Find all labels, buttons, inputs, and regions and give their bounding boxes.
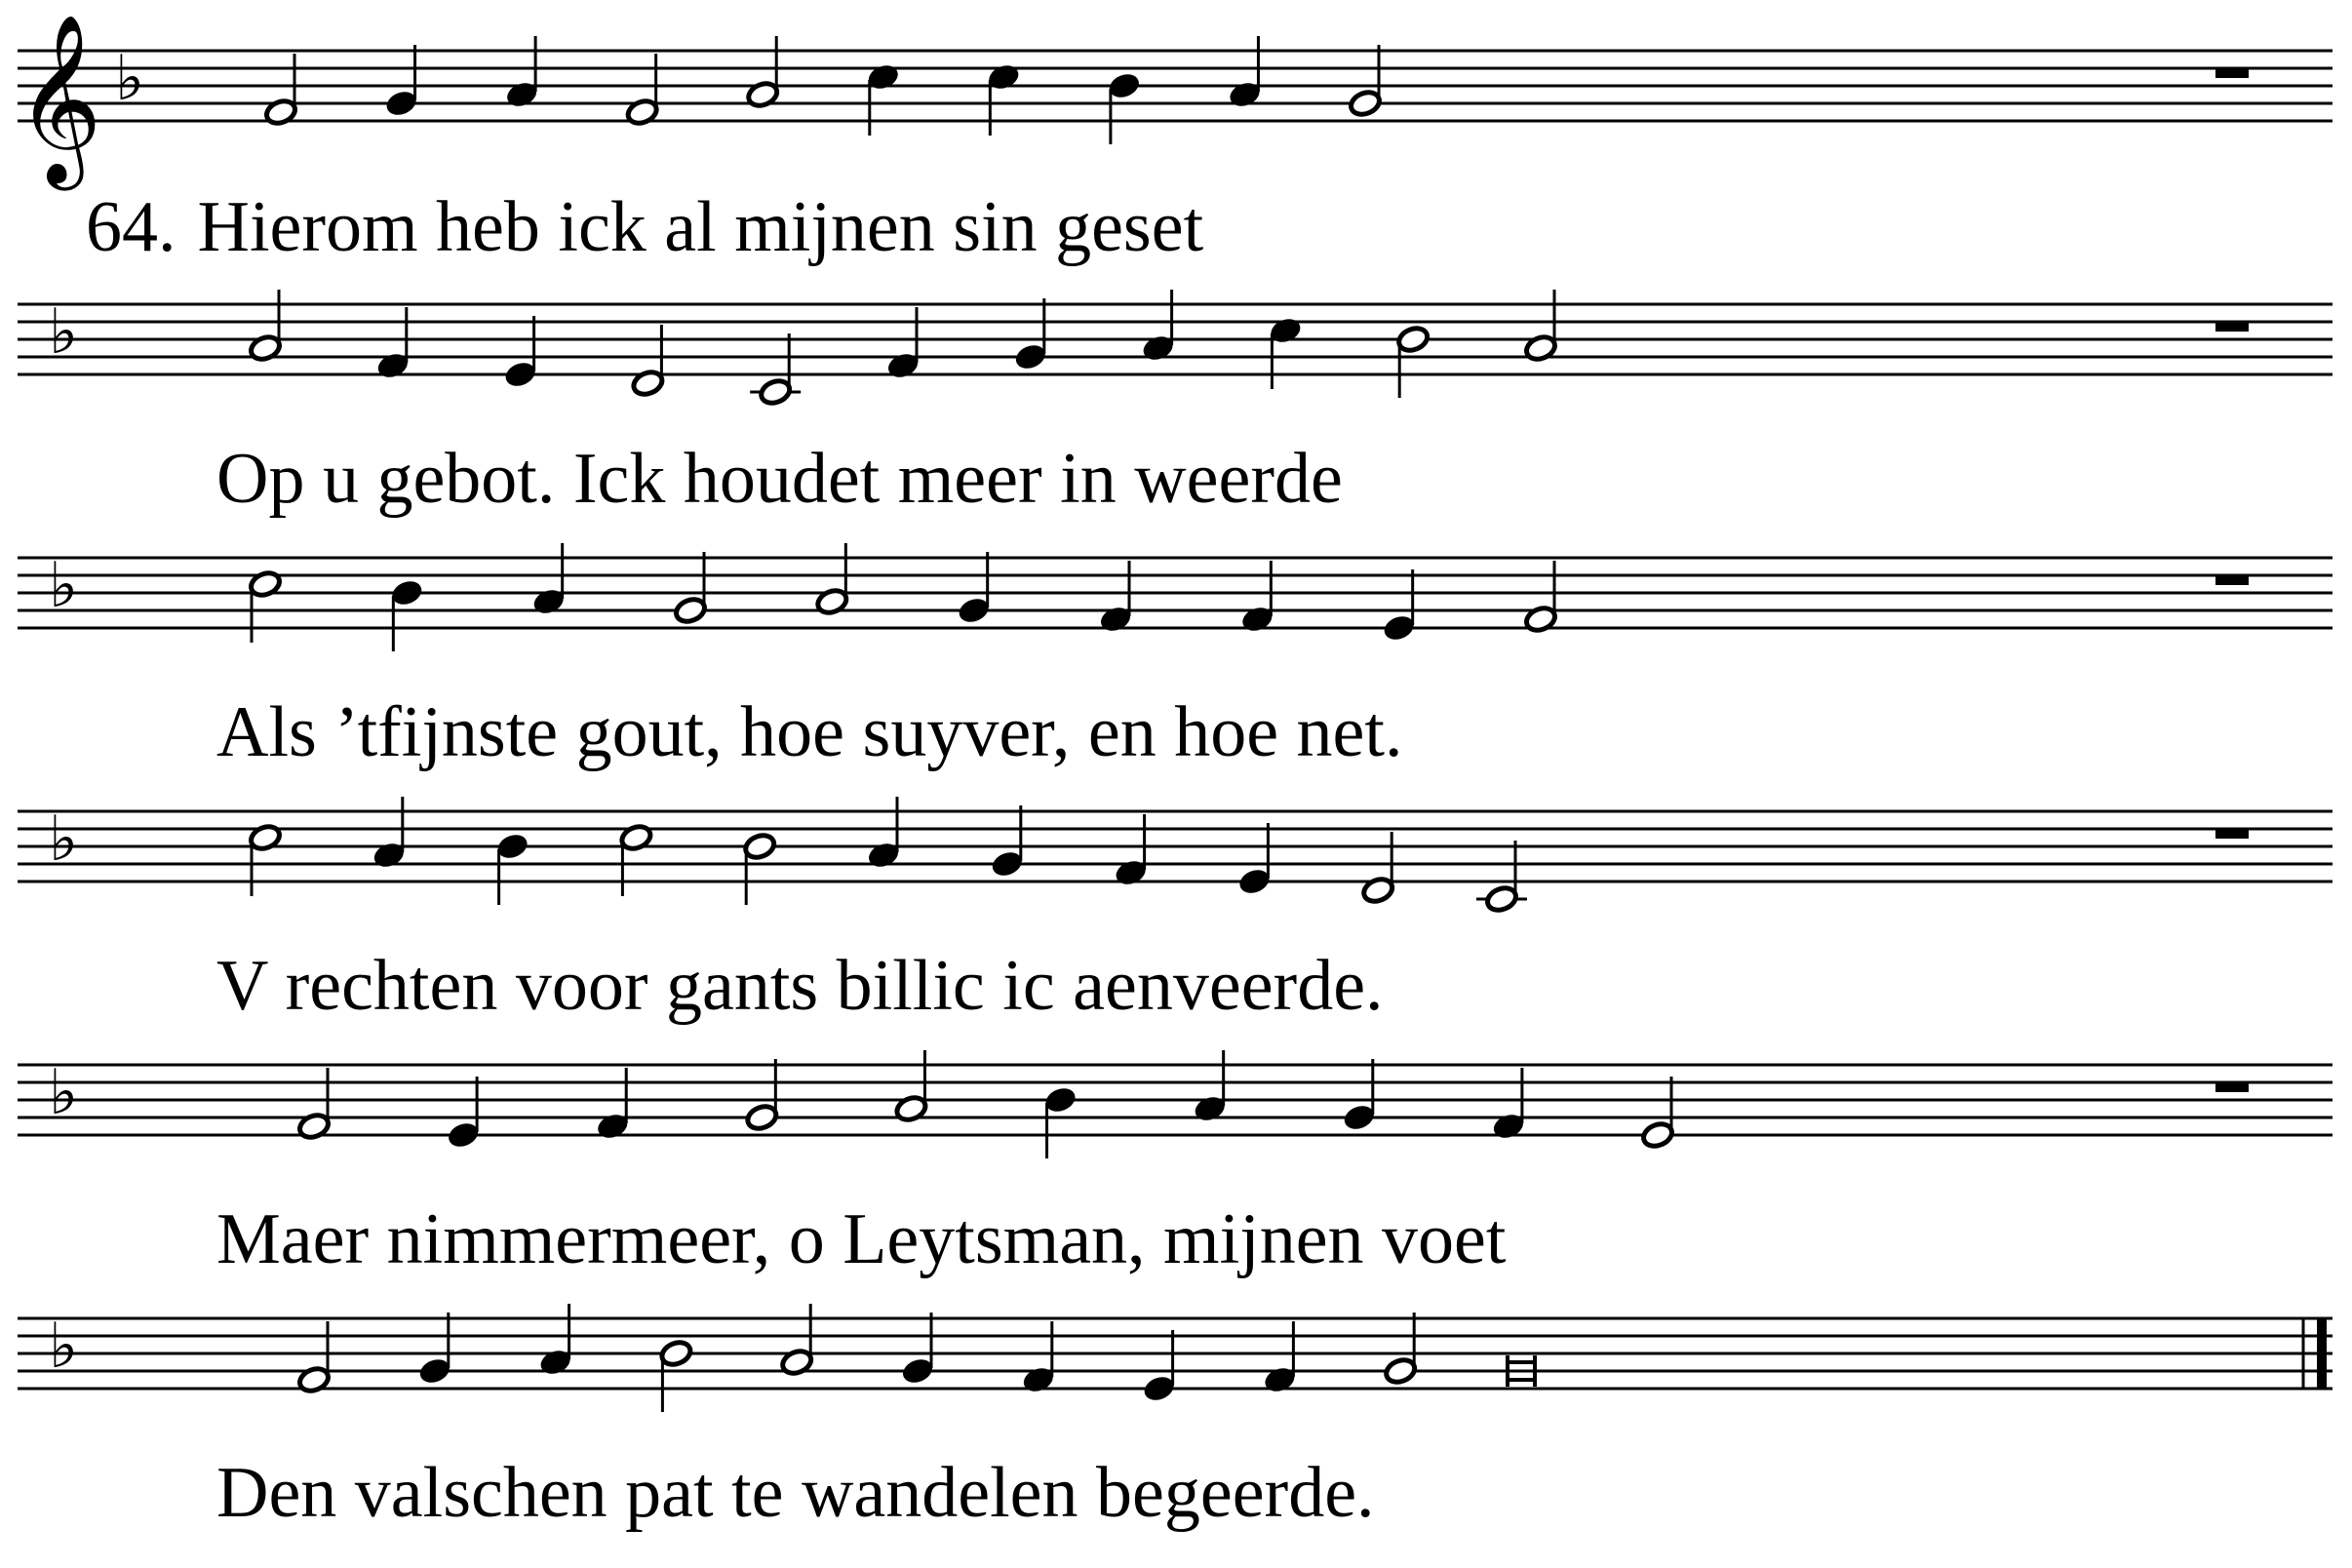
- quarter-note: [1237, 867, 1273, 897]
- half-note: [1484, 884, 1519, 915]
- rest-icon: [2215, 322, 2249, 332]
- half-note: [1640, 1120, 1675, 1151]
- quarter-note: [866, 62, 901, 93]
- quarter-note: [384, 89, 419, 119]
- half-note: [814, 587, 849, 617]
- quarter-note: [495, 832, 530, 862]
- half-note: [744, 1103, 779, 1133]
- flat-sign-icon: ♭: [49, 550, 79, 622]
- quarter-note: [531, 587, 567, 617]
- half-note: [248, 333, 283, 364]
- quarter-note: [1013, 342, 1048, 372]
- verse-line-1: [86, 187, 1204, 267]
- quarter-note: [885, 351, 921, 381]
- quarter-note: [375, 351, 411, 381]
- flat-sign-icon: ♭: [49, 804, 79, 876]
- half-note: [894, 1094, 929, 1124]
- half-note: [248, 823, 283, 853]
- lyric-text: Maer nimmermeer, o Leytsman, mijnen voet: [216, 1199, 1507, 1279]
- quarter-note: [986, 62, 1021, 93]
- half-note: [296, 1112, 332, 1142]
- quarter-note: [1382, 613, 1417, 644]
- half-note: [631, 369, 666, 399]
- half-note: [1395, 325, 1431, 355]
- quarter-note: [417, 1356, 452, 1387]
- quarter-note: [1263, 1365, 1298, 1395]
- quarter-note: [389, 578, 424, 608]
- half-note: [1348, 89, 1383, 119]
- flat-sign-icon: ♭: [49, 1311, 79, 1383]
- half-note: [659, 1339, 694, 1369]
- quarter-note: [1021, 1365, 1056, 1395]
- flat-sign-icon: ♭: [49, 1057, 79, 1129]
- verse-line-6: [216, 1453, 1375, 1533]
- quarter-note: [1491, 1112, 1526, 1142]
- quarter-note: [446, 1120, 481, 1151]
- lyric-text: V rechten voor gants billic ic aenveerde.: [216, 946, 1384, 1026]
- final-barline-thick: [2317, 1318, 2327, 1389]
- lyric-text: Hierom heb ick al mijnen sin geset: [197, 187, 1204, 267]
- flat-sign-icon: ♭: [115, 43, 145, 115]
- quarter-note: [1239, 605, 1274, 635]
- treble-clef-icon: 𝄞: [16, 14, 102, 183]
- lyric-text: Op u gebot. Ick houdet meer in weerde: [216, 439, 1343, 519]
- quarter-note: [1142, 1374, 1177, 1404]
- flat-sign-icon: ♭: [49, 296, 79, 369]
- quarter-note: [1107, 71, 1142, 101]
- quarter-note: [504, 80, 539, 110]
- quarter-note: [957, 596, 992, 626]
- half-note: [263, 98, 298, 128]
- quarter-note: [503, 360, 538, 390]
- half-note: [1523, 605, 1558, 635]
- half-note: [745, 80, 780, 110]
- rest-icon: [2215, 829, 2249, 839]
- half-note: [1360, 876, 1395, 906]
- quarter-note: [538, 1348, 573, 1378]
- quarter-note: [1098, 605, 1133, 635]
- half-note: [619, 823, 654, 853]
- half-note: [758, 377, 793, 408]
- quarter-note: [1114, 858, 1149, 888]
- half-note: [1523, 333, 1558, 364]
- half-note: [296, 1365, 332, 1395]
- lyric-text: Den valschen pat te wandelen begeerde.: [216, 1453, 1375, 1533]
- quarter-note: [866, 841, 901, 871]
- verse-number: 64.: [86, 187, 176, 267]
- rest-icon: [2215, 575, 2249, 585]
- quarter-note: [595, 1112, 630, 1142]
- verse-line-3: [216, 692, 1403, 772]
- quarter-note: [1193, 1094, 1228, 1124]
- quarter-note: [1141, 333, 1176, 364]
- quarter-note: [372, 841, 407, 871]
- rest-icon: [2215, 68, 2249, 78]
- lyric-text: Als ’tfijnste gout, hoe suyver, en hoe net.: [216, 692, 1403, 772]
- verse-line-5: [216, 1199, 1507, 1279]
- half-note: [248, 569, 283, 600]
- quarter-note: [1269, 316, 1304, 346]
- rest-icon: [2215, 1082, 2249, 1092]
- quarter-note: [1228, 80, 1263, 110]
- half-note: [1383, 1356, 1418, 1387]
- half-note: [673, 596, 708, 626]
- verse-line-2: [216, 439, 1343, 519]
- quarter-note: [1342, 1103, 1377, 1133]
- half-note: [742, 832, 777, 862]
- verse-line-4: [216, 946, 1384, 1026]
- quarter-note: [1043, 1085, 1078, 1116]
- half-note: [625, 98, 660, 128]
- half-note: [779, 1348, 814, 1378]
- quarter-note: [900, 1356, 935, 1387]
- quarter-note: [990, 849, 1025, 880]
